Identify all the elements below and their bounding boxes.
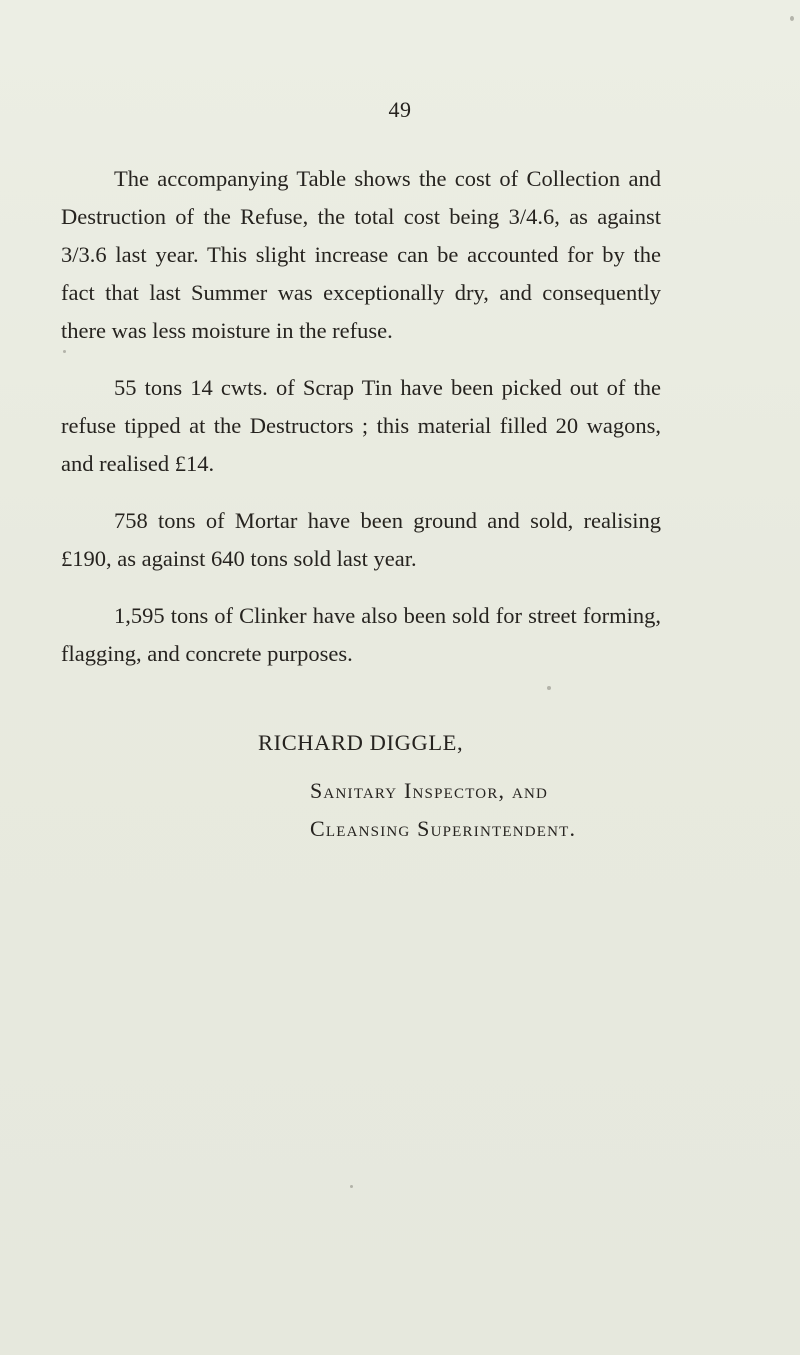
paragraph-clinker: 1,595 tons of Clinker have also been sold for street forming, flagging, and concrete purposes. [61,603,661,666]
paragraph-scrap-tin: 55 tons 14 cwts. of Scrap Tin have been picked out of the refuse tipped at the Destructors ; this material filled 20 wagons, and realised £14. [61,375,661,476]
paper-speck [547,686,551,690]
signatory-title-line-2: Cleansing Superintendent. [310,816,577,841]
paper-speck [790,16,794,21]
signatory-name: RICHARD DIGGLE, [258,730,464,755]
paragraph-refuse-cost: The accompanying Table shows the cost of Collection and Destruction of the Refuse, the total cost being 3/4.6, as against 3/3.6 last year. This slight increase can be accounted for by the fact that last Summer was exceptionally dry, and consequently there was less moisture in the refuse. [61,166,661,343]
page-number: 49 [388,97,412,122]
paper-speck [350,1185,353,1188]
report-body [61,160,661,692]
paper-speck [63,350,66,353]
signatory-title-line-1: Sanitary Inspector, and [310,778,549,803]
paragraph-mortar: 758 tons of Mortar have been ground and sold, realising £190, as against 640 tons sold last year. [61,508,661,571]
